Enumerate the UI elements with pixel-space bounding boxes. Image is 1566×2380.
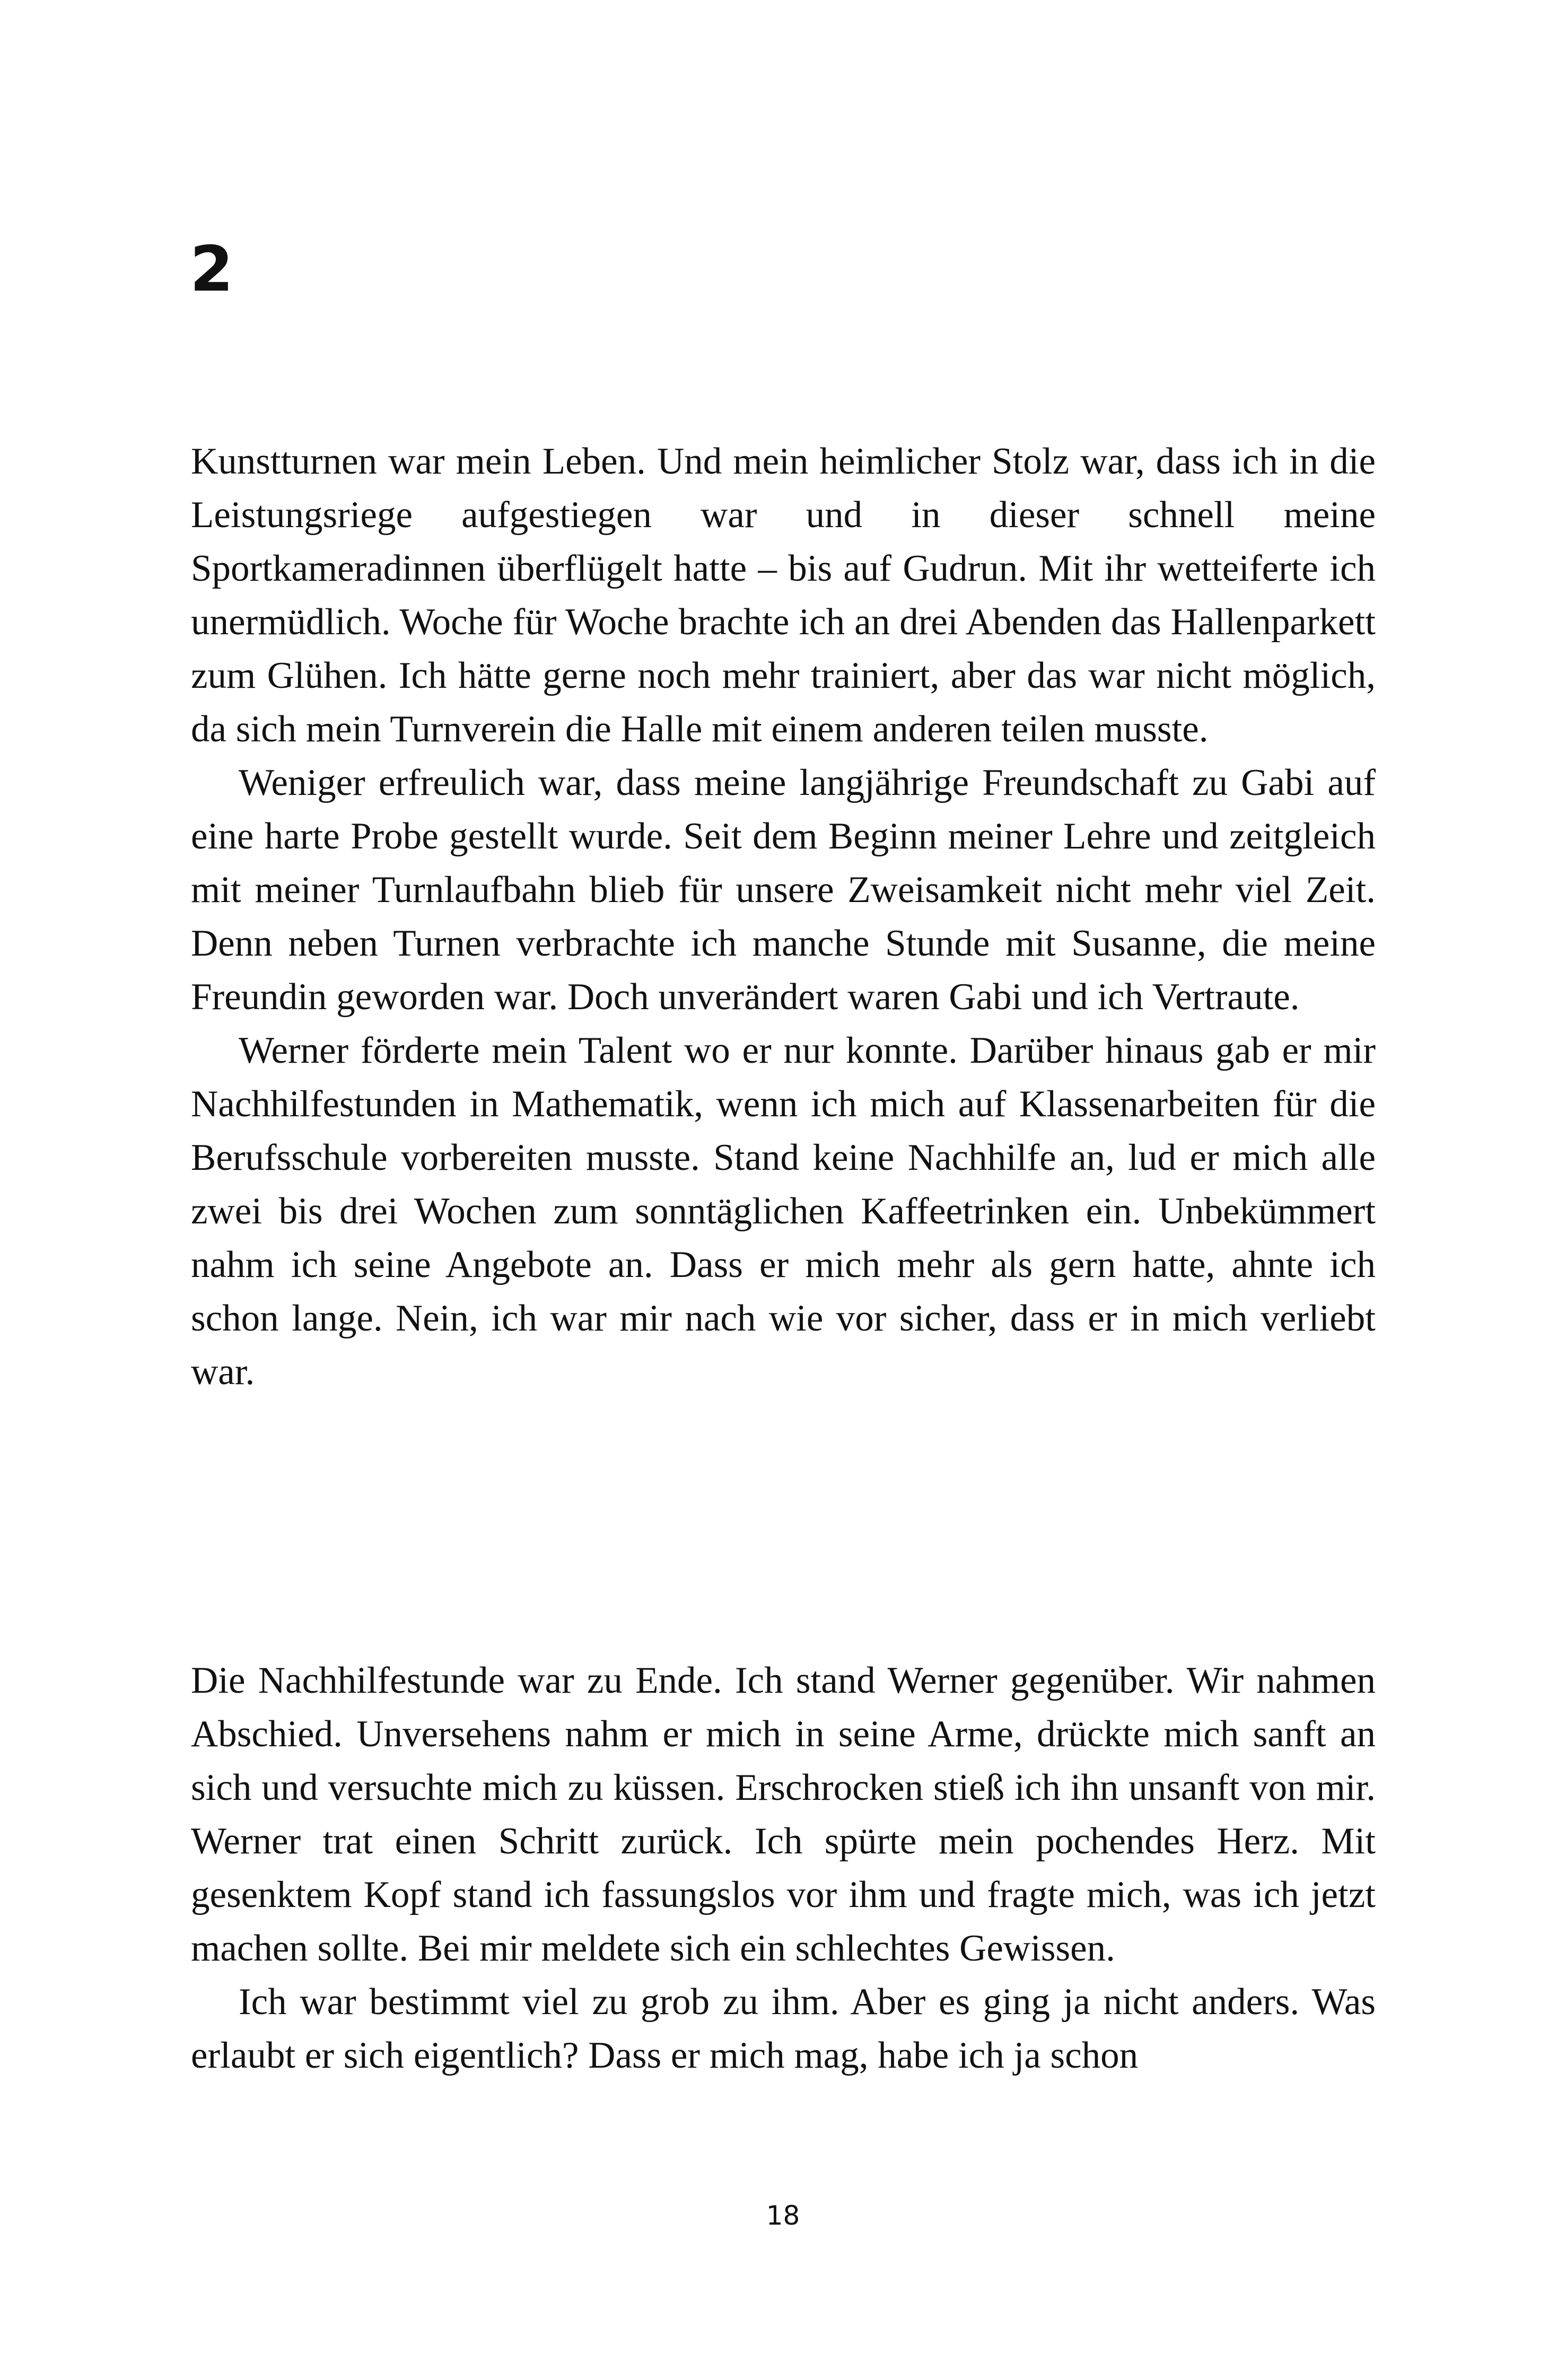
paragraph: Weniger erfreulich war, dass meine langjährige Freundschaft zu Gabi auf eine harte Probe gestellt wurde. Seit dem Beginn meiner Lehre und zeitgleich mit meiner Turnlaufbahn blieb für unsere Zweisamkeit nicht mehr viel Zeit. Denn neben Turnen verbrachte ich manche Stunde mit Susanne, die meine Freundin geworden war. Doch unverändert waren Gabi und ich Vertraute. (191, 762, 1376, 1018)
page-number: 18 (766, 2200, 800, 2231)
chapter-number: 2 (190, 232, 234, 305)
chapter-text-section-2 (191, 1654, 1376, 2082)
paragraph: Werner förderte mein Talent wo er nur konnte. Darüber hinaus gab er mir Nachhilfestunden in Mathematik, wenn ich mich auf Klassenarbeiten für die Berufsschule vorbereiten musste. Stand keine Nachhilfe an, lud er mich alle zwei bis drei Wochen zum sonntäglichen Kaffeetrinken ein. Unbekümmert nahm ich seine Angebote an. Dass er mich mehr als gern hatte, ahnte ich schon lange. Nein, ich war mir nach wie vor sicher, dass er in mich verliebt war. (191, 1030, 1376, 1393)
paragraph: Kunstturnen war mein Leben. Und mein heimlicher Stolz war, dass ich in die Leistungsriege aufgestiegen war und in dieser schnell meine Sportkameradinnen überflügelt hatte – bis auf Gudrun. Mit ihr wetteiferte ich unermüdlich. Woche für Woche brachte ich an drei Abenden das Hallenparkett zum Glühen. Ich hätte gerne noch mehr trainiert, aber das war nicht möglich, da sich mein Turnverein die Halle mit einem anderen teilen musste. (191, 441, 1376, 750)
chapter-text-section-1 (191, 435, 1376, 1399)
paragraph: Die Nachhilfestunde war zu Ende. Ich stand Werner gegenüber. Wir nahmen Abschied. Unversehens nahm er mich in seine Arme, drückte mich sanft an sich und versuchte mich zu küssen. Erschrocken stieß ich ihn unsanft von mir. Werner trat einen Schritt zurück. Ich spürte mein pochendes Herz. Mit gesenktem Kopf stand ich fassungslos vor ihm und fragte mich, was ich jetzt machen sollte. Bei mir meldete sich ein schlechtes Gewissen. (191, 1660, 1376, 1969)
paragraph: Ich war bestimmt viel zu grob zu ihm. Aber es ging ja nicht anders. Was erlaubt er sich eigentlich? Dass er mich mag, habe ich ja schon (191, 1981, 1376, 2076)
